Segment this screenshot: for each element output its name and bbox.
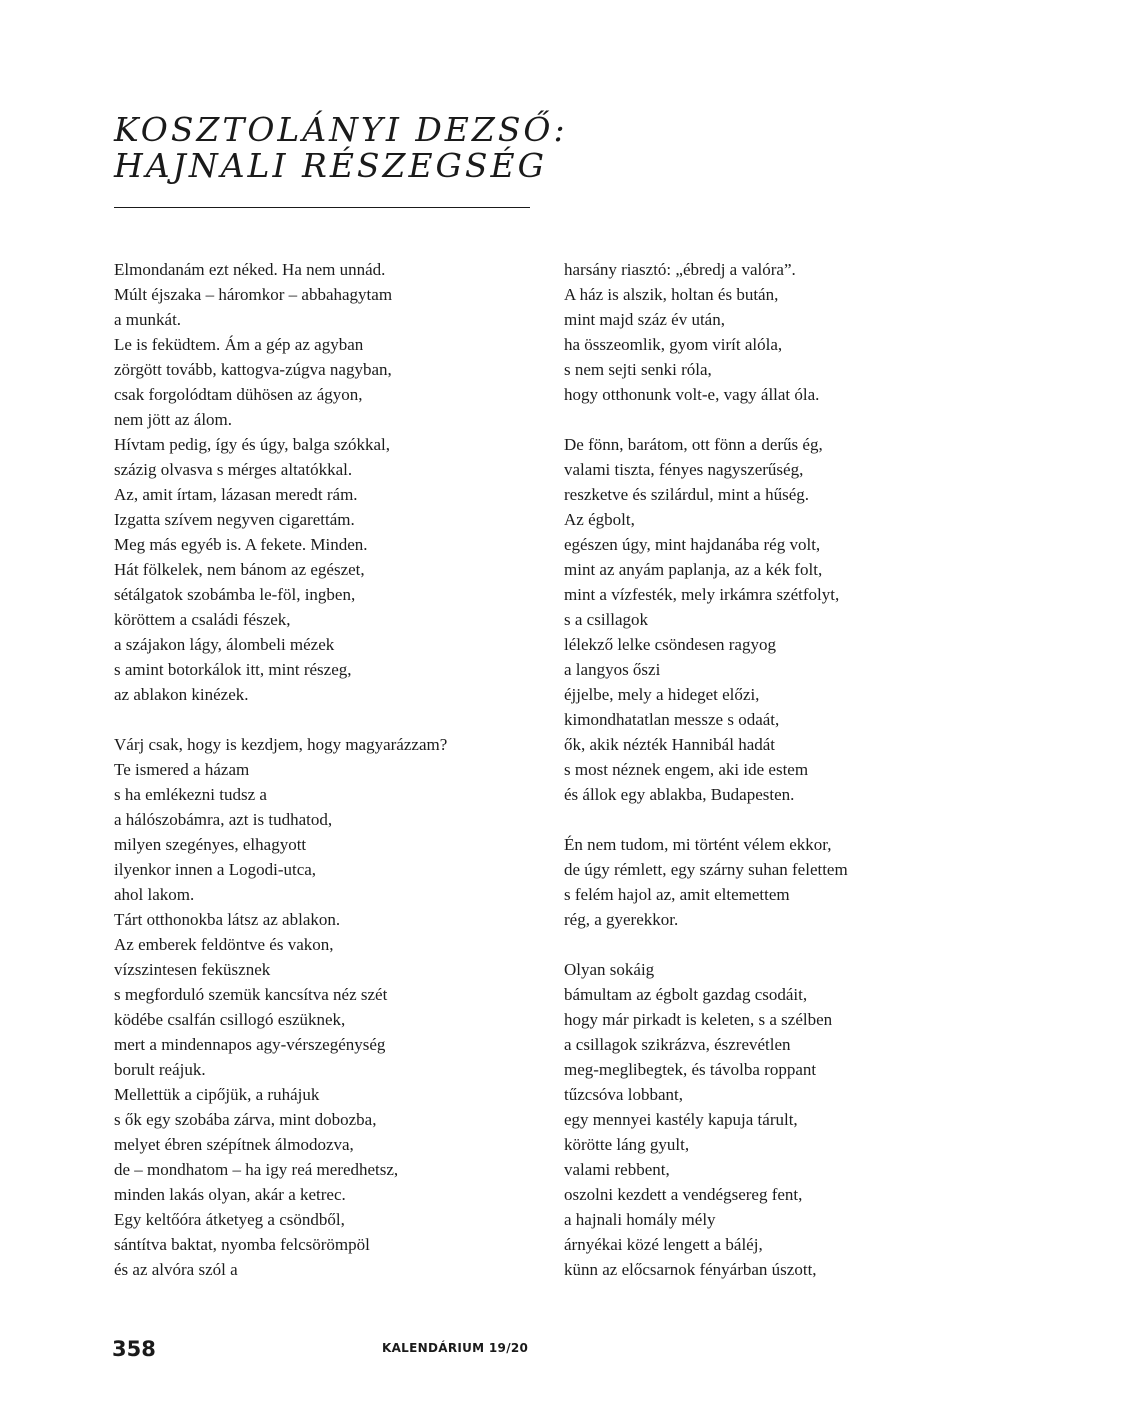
verse-line: de úgy rémlett, egy szárny suhan felettem bbox=[564, 860, 848, 879]
page-number: 358 bbox=[112, 1337, 156, 1361]
verse-line: ők, akik nézték Hannibál hadát bbox=[564, 735, 776, 754]
verse-line: lélekző lelke csöndesen ragyog bbox=[564, 635, 776, 654]
poem-title bbox=[114, 110, 568, 185]
verse-line: egészen úgy, mint hajdanába rég volt, bbox=[564, 535, 821, 554]
verse-line: s nem sejti senki róla, bbox=[564, 360, 712, 379]
verse-line: Meg más egyéb is. A fekete. Minden. bbox=[114, 535, 368, 554]
verse-line: sétálgatok szobámba le-föl, ingben, bbox=[114, 585, 356, 604]
verse-line: mint majd száz év után, bbox=[564, 310, 725, 329]
verse-line: köröttem a családi fészek, bbox=[114, 610, 291, 629]
verse-line: Múlt éjszaka – háromkor – abbahagytam bbox=[114, 285, 393, 304]
verse-line: A ház is alszik, holtan és bután, bbox=[564, 285, 779, 304]
verse-line: a hálószobámra, azt is tudhatod, bbox=[114, 810, 333, 829]
verse-line: Izgatta szívem negyven cigarettám. bbox=[114, 510, 355, 529]
running-footer: KALENDÁRIUM 19/20 bbox=[382, 1341, 529, 1355]
verse-line: Az emberek feldöntve és vakon, bbox=[114, 935, 334, 954]
verse-line: ha összeomlik, gyom virít alóla, bbox=[564, 335, 783, 354]
verse-line: reszketve és szilárdul, mint a hűség. bbox=[564, 485, 810, 504]
verse-line: de – mondhatom – ha igy reá meredhetsz, bbox=[114, 1160, 399, 1179]
verse-line: Várj csak, hogy is kezdjem, hogy magyarázzam? bbox=[114, 735, 448, 754]
verse-line: hogy otthonunk volt-e, vagy állat óla. bbox=[564, 385, 820, 404]
title-divider bbox=[114, 207, 530, 208]
verse-line: és állok egy ablakba, Budapesten. bbox=[564, 785, 795, 804]
verse-line: ködébe csalfán csillogó eszüknek, bbox=[114, 1010, 346, 1029]
verse-line: csak forgolódtam dühösen az ágyon, bbox=[114, 385, 363, 404]
verse-line: éjjelbe, mely a hideget előzi, bbox=[564, 685, 760, 704]
verse-line: s amint botorkálok itt, mint részeg, bbox=[114, 660, 352, 679]
verse-line: Hívtam pedig, így és úgy, balga szókkal, bbox=[114, 435, 391, 454]
verse-line: Olyan sokáig bbox=[564, 960, 655, 979]
verse-line: s megforduló szemük kancsítva néz szét bbox=[114, 985, 388, 1004]
verse-line: árnyékai közé lengett a báléj, bbox=[564, 1235, 763, 1254]
stanza bbox=[564, 832, 1004, 932]
verse-line: Te ismered a házam bbox=[114, 760, 250, 779]
stanza bbox=[564, 957, 1004, 1282]
poem-column-left bbox=[114, 257, 554, 1282]
verse-line: rég, a gyerekkor. bbox=[564, 910, 679, 929]
verse-line: a hajnali homály mély bbox=[564, 1210, 716, 1229]
verse-line: minden lakás olyan, akár a ketrec. bbox=[114, 1185, 346, 1204]
verse-line: Az, amit írtam, lázasan meredt rám. bbox=[114, 485, 358, 504]
poem-title-line-2: HAJNALI RÉSZEGSÉG bbox=[114, 146, 547, 185]
verse-line: sántítva baktat, nyomba felcsörömpöl bbox=[114, 1235, 370, 1254]
verse-line: az ablakon kinézek. bbox=[114, 685, 249, 704]
verse-line: borult reájuk. bbox=[114, 1060, 206, 1079]
verse-line: milyen szegényes, elhagyott bbox=[114, 835, 307, 854]
verse-line: zörgött tovább, kattogva-zúgva nagyban, bbox=[114, 360, 392, 379]
verse-line: nem jött az álom. bbox=[114, 410, 233, 429]
verse-line: valami rebbent, bbox=[564, 1160, 670, 1179]
stanza bbox=[564, 257, 1004, 407]
verse-line: a szájakon lágy, álombeli mézek bbox=[114, 635, 335, 654]
verse-line: ilyenkor innen a Logodi-utca, bbox=[114, 860, 317, 879]
verse-line: s most néznek engem, aki ide estem bbox=[564, 760, 809, 779]
verse-line: s felém hajol az, amit eltemettem bbox=[564, 885, 790, 904]
verse-line: Tárt otthonokba látsz az ablakon. bbox=[114, 910, 341, 929]
verse-line: valami tiszta, fényes nagyszerűség, bbox=[564, 460, 804, 479]
verse-line: meg-meglibegtek, és távolba roppant bbox=[564, 1060, 817, 1079]
verse-line: bámultam az égbolt gazdag csodáit, bbox=[564, 985, 808, 1004]
verse-line: s a csillagok bbox=[564, 610, 649, 629]
verse-line: mert a mindennapos agy-vérszegénység bbox=[114, 1035, 386, 1054]
verse-line: Hát fölkelek, nem bánom az egészet, bbox=[114, 560, 365, 579]
verse-line: körötte láng gyult, bbox=[564, 1135, 690, 1154]
verse-line: vízszintesen feküsznek bbox=[114, 960, 271, 979]
stanza bbox=[564, 432, 1004, 807]
verse-line: künn az előcsarnok fényárban úszott, bbox=[564, 1260, 817, 1279]
verse-line: Elmondanám ezt néked. Ha nem unnád. bbox=[114, 260, 386, 279]
verse-line: s ha emlékezni tudsz a bbox=[114, 785, 267, 804]
verse-line: De fönn, barátom, ott fönn a derűs ég, bbox=[564, 435, 823, 454]
verse-line: hogy már pirkadt is keleten, s a szélben bbox=[564, 1010, 833, 1029]
poem-column-right bbox=[564, 257, 1004, 1282]
verse-line: Le is feküdtem. Ám a gép az agyban bbox=[114, 335, 364, 354]
verse-line: a munkát. bbox=[114, 310, 182, 329]
verse-line: harsány riasztó: „ébredj a valóra”. bbox=[564, 260, 796, 279]
verse-line: Egy keltőóra átketyeg a csöndből, bbox=[114, 1210, 345, 1229]
verse-line: ahol lakom. bbox=[114, 885, 195, 904]
verse-line: százig olvasva s mérges altatókkal. bbox=[114, 460, 353, 479]
verse-line: tűzcsóva lobbant, bbox=[564, 1085, 683, 1104]
verse-line: Az égbolt, bbox=[564, 510, 635, 529]
verse-line: és az alvóra szól a bbox=[114, 1260, 238, 1279]
verse-line: oszolni kezdett a vendégsereg fent, bbox=[564, 1185, 803, 1204]
verse-line: mint a vízfesték, mely irkámra szétfolyt, bbox=[564, 585, 840, 604]
stanza bbox=[114, 732, 554, 1282]
verse-line: Mellettük a cipőjük, a ruhájuk bbox=[114, 1085, 320, 1104]
verse-line: kimondhatatlan messze s odaát, bbox=[564, 710, 780, 729]
verse-line: melyet ébren szépítnek álmodozva, bbox=[114, 1135, 354, 1154]
verse-line: s ők egy szobába zárva, mint dobozba, bbox=[114, 1110, 377, 1129]
verse-line: Én nem tudom, mi történt vélem ekkor, bbox=[564, 835, 832, 854]
verse-line: egy mennyei kastély kapuja tárult, bbox=[564, 1110, 798, 1129]
verse-line: a langyos őszi bbox=[564, 660, 661, 679]
verse-line: mint az anyám paplanja, az a kék folt, bbox=[564, 560, 823, 579]
verse-line: a csillagok szikrázva, észrevétlen bbox=[564, 1035, 791, 1054]
stanza bbox=[114, 257, 554, 707]
poem-title-line-1: KOSZTOLÁNYI DEZSŐ: bbox=[114, 110, 568, 149]
